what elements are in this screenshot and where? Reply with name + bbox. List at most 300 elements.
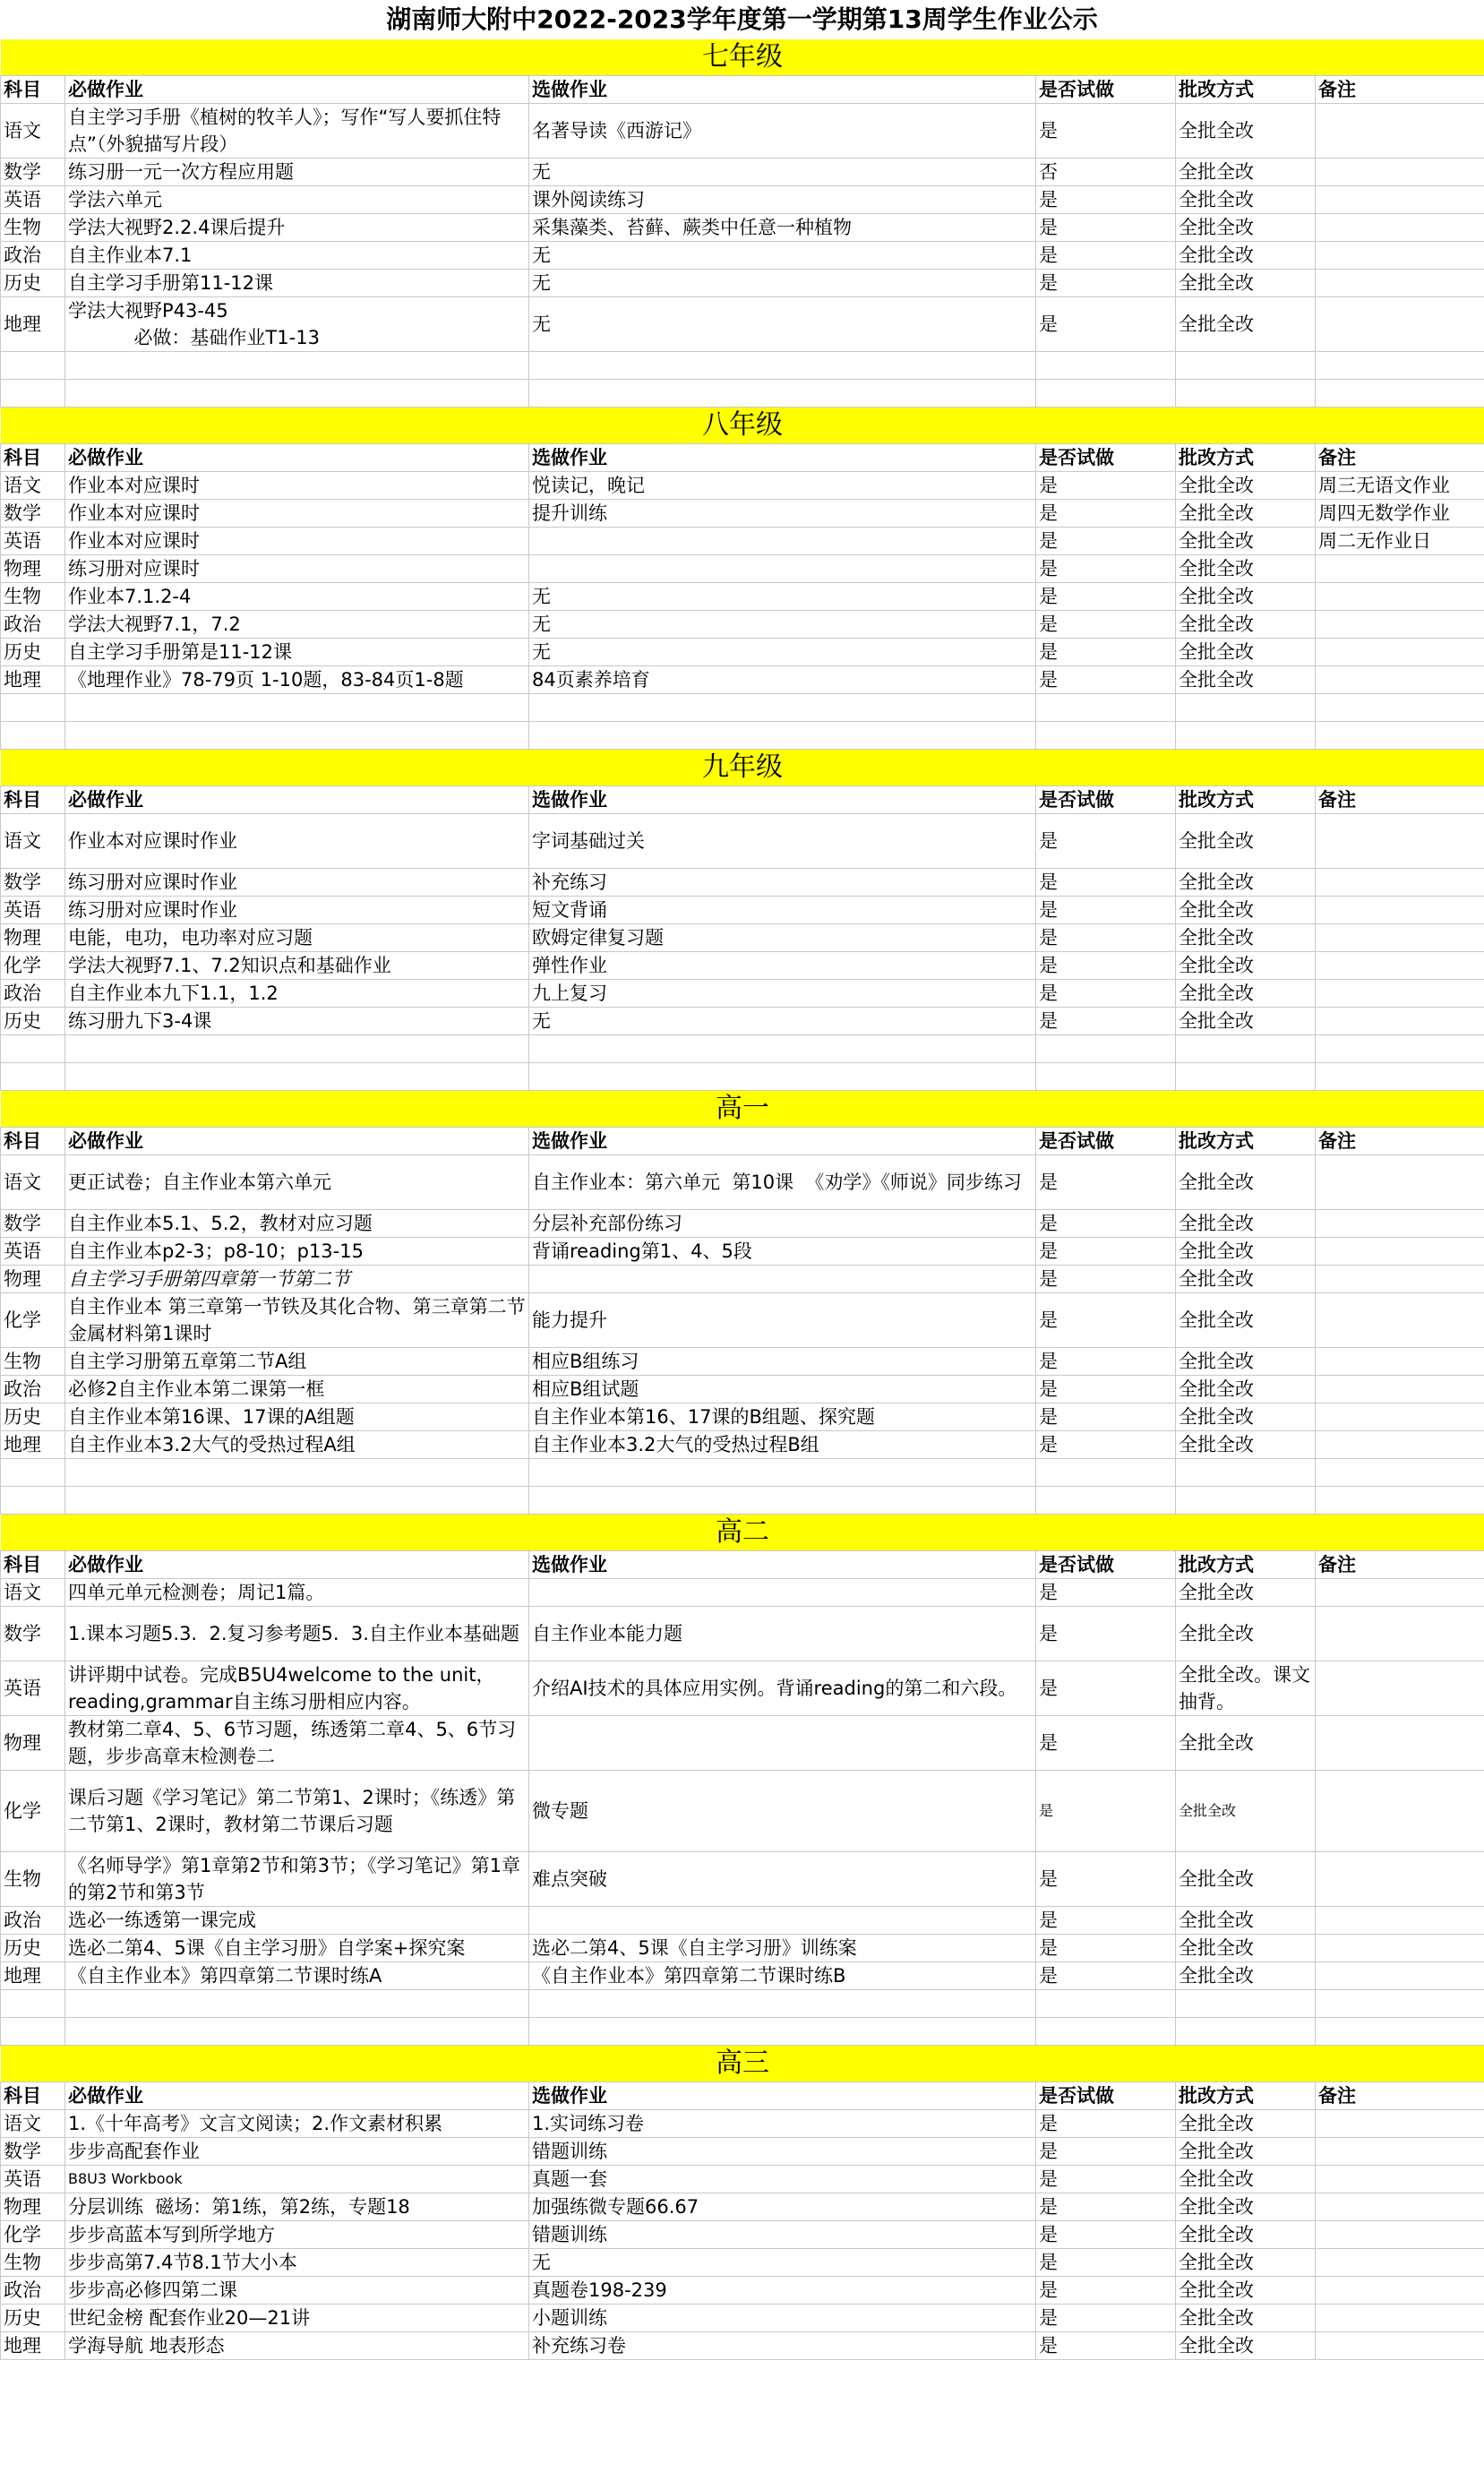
cell-remark xyxy=(1316,1852,1484,1907)
cell-grading: 全批全改 xyxy=(1176,2305,1316,2332)
table-row xyxy=(1,2249,1484,2277)
blank-cell xyxy=(1,694,65,722)
column-header-trial: 是否试做 xyxy=(1036,76,1176,104)
blank-cell xyxy=(1036,722,1176,750)
cell-required: 讲评期中试卷。完成B5U4welcome to the unit，reading,grammar自主练习册相应内容。 xyxy=(65,1661,529,1716)
cell-grading: 全批全改 xyxy=(1176,611,1316,639)
cell-trial: 是 xyxy=(1036,2221,1176,2249)
cell-subject: 语文 xyxy=(1,2110,65,2138)
table-row xyxy=(1,104,1484,159)
cell-trial: 是 xyxy=(1036,814,1176,869)
column-header-remark: 备注 xyxy=(1316,1128,1484,1155)
column-header-row xyxy=(1,444,1484,472)
cell-subject: 生物 xyxy=(1,214,65,242)
table-row xyxy=(1,980,1484,1008)
table-row xyxy=(1,2138,1484,2166)
column-header-optional: 选做作业 xyxy=(529,2082,1036,2110)
cell-grading: 全批全改 xyxy=(1176,2277,1316,2305)
cell-trial: 是 xyxy=(1036,186,1176,214)
cell-trial: 是 xyxy=(1036,1238,1176,1266)
cell-optional: 短文背诵 xyxy=(529,897,1036,924)
cell-trial: 是 xyxy=(1036,2110,1176,2138)
cell-required: 世纪金榜 配套作业20—21讲 xyxy=(65,2305,529,2332)
blank-cell xyxy=(529,694,1036,722)
grade-header-row xyxy=(1,1091,1484,1128)
grade-title: 九年级 xyxy=(1,750,1484,786)
cell-remark xyxy=(1316,1238,1484,1266)
cell-required: 自主作业本7.1 xyxy=(65,242,529,270)
cell-optional: 加强练微专题66.67 xyxy=(529,2193,1036,2221)
blank-cell xyxy=(1176,1063,1316,1091)
blank-cell xyxy=(65,694,529,722)
grade-title: 七年级 xyxy=(1,39,1484,76)
cell-subject: 语文 xyxy=(1,472,65,500)
cell-optional: 无 xyxy=(529,242,1036,270)
cell-grading: 全批全改 xyxy=(1176,270,1316,297)
cell-subject: 政治 xyxy=(1,2277,65,2305)
cell-optional: 《自主作业本》第四章第二节课时练B xyxy=(529,1962,1036,1990)
cell-grading: 全批全改 xyxy=(1176,814,1316,869)
blank-cell xyxy=(1176,1459,1316,1487)
cell-subject: 语文 xyxy=(1,104,65,159)
cell-subject: 数学 xyxy=(1,2138,65,2166)
cell-grading: 全批全改 xyxy=(1176,2332,1316,2360)
cell-trial: 是 xyxy=(1036,1661,1176,1716)
cell-trial: 是 xyxy=(1036,2332,1176,2360)
blank-row xyxy=(1,1459,1484,1487)
cell-subject: 历史 xyxy=(1,1008,65,1035)
cell-required: 课后习题《学习笔记》第二节第1、2课时；《练透》第二节第1、2课时，教材第二节课后习题 xyxy=(65,1771,529,1852)
column-header-grading: 批改方式 xyxy=(1176,2082,1316,2110)
blank-row xyxy=(1,380,1484,408)
grade-title: 八年级 xyxy=(1,408,1484,444)
table-row xyxy=(1,1771,1484,1852)
column-header-subject: 科目 xyxy=(1,76,65,104)
cell-subject: 地理 xyxy=(1,2332,65,2360)
cell-grading: 全批全改 xyxy=(1176,583,1316,611)
cell-grading: 全批全改 xyxy=(1176,1962,1316,1990)
cell-optional: 错题训练 xyxy=(529,2138,1036,2166)
cell-optional: 84页素养培育 xyxy=(529,666,1036,694)
cell-optional xyxy=(529,555,1036,583)
table-row xyxy=(1,297,1484,352)
page-title: 湖南师大附中2022-2023学年度第一学期第13周学生作业公示 xyxy=(386,4,1098,34)
cell-required: 学法六单元 xyxy=(65,186,529,214)
cell-trial: 是 xyxy=(1036,1008,1176,1035)
table-row xyxy=(1,1266,1484,1293)
cell-subject: 地理 xyxy=(1,1962,65,1990)
cell-remark xyxy=(1316,666,1484,694)
cell-required: 分层训练 磁场：第1练，第2练，专题18 xyxy=(65,2193,529,2221)
cell-optional: 无 xyxy=(529,2249,1036,2277)
cell-required: 学海导航 地表形态 xyxy=(65,2332,529,2360)
cell-required: 步步高蓝本写到所学地方 xyxy=(65,2221,529,2249)
cell-grading: 全批全改 xyxy=(1176,1008,1316,1035)
blank-cell xyxy=(1,1063,65,1091)
table-row xyxy=(1,1293,1484,1348)
cell-required: 教材第二章4、5、6节习题，练透第二章4、5、6节习题，步步高章末检测卷二 xyxy=(65,1716,529,1771)
cell-grading: 全批全改 xyxy=(1176,2166,1316,2193)
blank-row xyxy=(1,1035,1484,1063)
column-header-row xyxy=(1,1551,1484,1579)
column-header-required: 必做作业 xyxy=(65,444,529,472)
blank-cell xyxy=(1176,1487,1316,1515)
cell-trial: 是 xyxy=(1036,1348,1176,1376)
table-row xyxy=(1,270,1484,297)
cell-remark xyxy=(1316,2193,1484,2221)
cell-grading: 全批全改 xyxy=(1176,1431,1316,1459)
cell-optional: 小题训练 xyxy=(529,2305,1036,2332)
cell-remark xyxy=(1316,924,1484,952)
table-row xyxy=(1,2166,1484,2193)
grade-title: 高二 xyxy=(1,1515,1484,1551)
cell-grading: 全批全改 xyxy=(1176,639,1316,666)
table-row xyxy=(1,555,1484,583)
cell-optional: 背诵reading第1、4、5段 xyxy=(529,1238,1036,1266)
cell-subject: 历史 xyxy=(1,639,65,666)
blank-cell xyxy=(1176,722,1316,750)
blank-cell xyxy=(65,1487,529,1515)
blank-cell xyxy=(529,722,1036,750)
table-row xyxy=(1,1716,1484,1771)
cell-required: 《地理作业》78-79页 1-10题，83-84页1-8题 xyxy=(65,666,529,694)
cell-remark xyxy=(1316,186,1484,214)
homework-table xyxy=(0,39,1484,2360)
blank-cell xyxy=(1036,352,1176,380)
cell-remark xyxy=(1316,1579,1484,1607)
cell-remark xyxy=(1316,1376,1484,1403)
cell-optional: 错题训练 xyxy=(529,2221,1036,2249)
table-row xyxy=(1,952,1484,980)
column-header-trial: 是否试做 xyxy=(1036,786,1176,814)
cell-optional: 真题一套 xyxy=(529,2166,1036,2193)
cell-optional: 无 xyxy=(529,1008,1036,1035)
cell-remark xyxy=(1316,1716,1484,1771)
blank-cell xyxy=(1,1459,65,1487)
table-row xyxy=(1,1008,1484,1035)
cell-required: 1.课本习题5.3. 2.复习参考题5. 3.自主作业本基础题 xyxy=(65,1607,529,1661)
cell-trial: 是 xyxy=(1036,1376,1176,1403)
cell-trial: 是 xyxy=(1036,2193,1176,2221)
cell-required: 作业本对应课时 xyxy=(65,472,529,500)
cell-remark xyxy=(1316,2138,1484,2166)
cell-trial: 是 xyxy=(1036,214,1176,242)
cell-required: 自主学习手册《植树的牧羊人》；写作“写人要抓住特点”（外貌描写片段） xyxy=(65,104,529,159)
table-row xyxy=(1,2110,1484,2138)
cell-remark xyxy=(1316,2305,1484,2332)
cell-subject: 物理 xyxy=(1,1716,65,1771)
cell-optional: 提升训练 xyxy=(529,500,1036,528)
table-row xyxy=(1,583,1484,611)
cell-subject: 数学 xyxy=(1,159,65,186)
blank-cell xyxy=(529,1459,1036,1487)
cell-remark xyxy=(1316,897,1484,924)
cell-grading: 全批全改。课文抽背。 xyxy=(1176,1661,1316,1716)
blank-cell xyxy=(65,380,529,408)
blank-row xyxy=(1,2018,1484,2046)
blank-cell xyxy=(1176,380,1316,408)
table-row xyxy=(1,814,1484,869)
cell-trial: 是 xyxy=(1036,472,1176,500)
cell-subject: 数学 xyxy=(1,869,65,897)
table-row xyxy=(1,666,1484,694)
column-header-remark: 备注 xyxy=(1316,76,1484,104)
cell-trial: 是 xyxy=(1036,270,1176,297)
cell-optional: 课外阅读练习 xyxy=(529,186,1036,214)
grade-title: 高一 xyxy=(1,1091,1484,1128)
blank-cell xyxy=(1316,1990,1484,2018)
cell-grading: 全批全改 xyxy=(1176,1907,1316,1935)
cell-subject: 语文 xyxy=(1,1155,65,1210)
column-header-trial: 是否试做 xyxy=(1036,1128,1176,1155)
cell-grading: 全批全改 xyxy=(1176,897,1316,924)
blank-cell xyxy=(529,1063,1036,1091)
table-row xyxy=(1,1403,1484,1431)
cell-remark xyxy=(1316,1403,1484,1431)
cell-trial: 是 xyxy=(1036,583,1176,611)
cell-grading: 全批全改 xyxy=(1176,1716,1316,1771)
cell-required: 《自主作业本》第四章第二节课时练A xyxy=(65,1962,529,1990)
table-row xyxy=(1,1935,1484,1962)
cell-required: 练习册对应课时作业 xyxy=(65,897,529,924)
table-row xyxy=(1,2305,1484,2332)
column-header-required: 必做作业 xyxy=(65,1128,529,1155)
cell-required: 必修2自主作业本第二课第一框 xyxy=(65,1376,529,1403)
table-row xyxy=(1,1962,1484,1990)
cell-subject: 英语 xyxy=(1,1238,65,1266)
cell-grading: 全批全改 xyxy=(1176,2138,1316,2166)
cell-optional: 无 xyxy=(529,159,1036,186)
table-row xyxy=(1,2277,1484,2305)
cell-grading: 全批全改 xyxy=(1176,1852,1316,1907)
cell-required: 学法大视野2.2.4课后提升 xyxy=(65,214,529,242)
cell-grading: 全批全改 xyxy=(1176,1348,1316,1376)
cell-trial: 是 xyxy=(1036,666,1176,694)
column-header-required: 必做作业 xyxy=(65,1551,529,1579)
blank-cell xyxy=(529,2018,1036,2046)
table-row xyxy=(1,1579,1484,1607)
table-row xyxy=(1,1348,1484,1376)
cell-grading: 全批全改 xyxy=(1176,242,1316,270)
cell-required: 自主作业本 第三章第一节铁及其化合物、第三章第二节金属材料第1课时 xyxy=(65,1293,529,1348)
cell-remark xyxy=(1316,1661,1484,1716)
blank-row xyxy=(1,722,1484,750)
cell-trial: 是 xyxy=(1036,1155,1176,1210)
cell-grading: 全批全改 xyxy=(1176,104,1316,159)
cell-subject: 生物 xyxy=(1,1348,65,1376)
cell-remark xyxy=(1316,1962,1484,1990)
cell-grading: 全批全改 xyxy=(1176,159,1316,186)
cell-grading: 全批全改 xyxy=(1176,528,1316,555)
cell-subject: 地理 xyxy=(1,297,65,352)
cell-required: 自主学习手册第四章第一节第二节 xyxy=(65,1266,529,1293)
blank-cell xyxy=(65,722,529,750)
cell-trial: 是 xyxy=(1036,897,1176,924)
blank-row xyxy=(1,1990,1484,2018)
cell-required: 自主作业本第16课、17课的A组题 xyxy=(65,1403,529,1431)
cell-optional: 悦读记，晚记 xyxy=(529,472,1036,500)
column-header-row xyxy=(1,76,1484,104)
cell-trial: 是 xyxy=(1036,2277,1176,2305)
cell-trial: 是 xyxy=(1036,1579,1176,1607)
cell-remark xyxy=(1316,1008,1484,1035)
cell-required: 练习册对应课时作业 xyxy=(65,869,529,897)
cell-required: 自主作业本九下1.1，1.2 xyxy=(65,980,529,1008)
cell-subject: 数学 xyxy=(1,500,65,528)
table-row xyxy=(1,2221,1484,2249)
table-row xyxy=(1,214,1484,242)
cell-optional: 相应B组试题 xyxy=(529,1376,1036,1403)
blank-cell xyxy=(1036,2018,1176,2046)
cell-optional: 自主作业本能力题 xyxy=(529,1607,1036,1661)
cell-remark xyxy=(1316,2110,1484,2138)
cell-remark xyxy=(1316,1771,1484,1852)
column-header-grading: 批改方式 xyxy=(1176,76,1316,104)
blank-cell xyxy=(65,352,529,380)
grade-header-row xyxy=(1,750,1484,786)
cell-optional: 分层补充部份练习 xyxy=(529,1210,1036,1238)
blank-cell xyxy=(529,1487,1036,1515)
cell-required: 作业本对应课时 xyxy=(65,500,529,528)
cell-trial: 是 xyxy=(1036,2166,1176,2193)
cell-grading: 全批全改 xyxy=(1176,1579,1316,1607)
cell-optional: 能力提升 xyxy=(529,1293,1036,1348)
cell-subject: 生物 xyxy=(1,1852,65,1907)
grade-header-row xyxy=(1,408,1484,444)
cell-trial: 是 xyxy=(1036,1266,1176,1293)
cell-optional: 微专题 xyxy=(529,1771,1036,1852)
cell-trial: 是 xyxy=(1036,555,1176,583)
table-row xyxy=(1,611,1484,639)
cell-trial: 是 xyxy=(1036,1907,1176,1935)
table-row xyxy=(1,159,1484,186)
cell-grading: 全批全改 xyxy=(1176,1771,1316,1852)
table-row xyxy=(1,2332,1484,2360)
cell-grading: 全批全改 xyxy=(1176,952,1316,980)
column-header-grading: 批改方式 xyxy=(1176,444,1316,472)
cell-optional: 补充练习 xyxy=(529,869,1036,897)
blank-cell xyxy=(1,1990,65,2018)
blank-row xyxy=(1,352,1484,380)
blank-cell xyxy=(529,352,1036,380)
cell-subject: 语文 xyxy=(1,1579,65,1607)
column-header-remark: 备注 xyxy=(1316,444,1484,472)
table-row xyxy=(1,639,1484,666)
column-header-grading: 批改方式 xyxy=(1176,1128,1316,1155)
cell-required: 自主作业本p2-3；p8-10；p13-15 xyxy=(65,1238,529,1266)
cell-trial: 是 xyxy=(1036,1852,1176,1907)
column-header-subject: 科目 xyxy=(1,786,65,814)
blank-cell xyxy=(1036,1990,1176,2018)
cell-required: 《名师导学》第1章第2节和第3节；《学习笔记》第1章的第2节和第3节 xyxy=(65,1852,529,1907)
cell-optional: 无 xyxy=(529,297,1036,352)
cell-remark xyxy=(1316,952,1484,980)
column-header-optional: 选做作业 xyxy=(529,76,1036,104)
grade-header-row xyxy=(1,1515,1484,1551)
cell-subject: 英语 xyxy=(1,186,65,214)
cell-required: 1.《十年高考》文言文阅读；2.作文素材积累 xyxy=(65,2110,529,2138)
blank-cell xyxy=(1316,722,1484,750)
table-row xyxy=(1,1155,1484,1210)
cell-required: 练习册对应课时 xyxy=(65,555,529,583)
cell-required: 作业本对应课时作业 xyxy=(65,814,529,869)
cell-subject: 英语 xyxy=(1,2166,65,2193)
cell-trial: 是 xyxy=(1036,1935,1176,1962)
column-header-optional: 选做作业 xyxy=(529,444,1036,472)
blank-cell xyxy=(1316,352,1484,380)
cell-grading: 全批全改 xyxy=(1176,666,1316,694)
blank-row xyxy=(1,1487,1484,1515)
cell-subject: 政治 xyxy=(1,611,65,639)
cell-remark xyxy=(1316,1266,1484,1293)
cell-remark xyxy=(1316,242,1484,270)
cell-remark xyxy=(1316,814,1484,869)
cell-subject: 物理 xyxy=(1,2193,65,2221)
cell-subject: 化学 xyxy=(1,2221,65,2249)
cell-optional: 名著导读《西游记》 xyxy=(529,104,1036,159)
column-header-remark: 备注 xyxy=(1316,1551,1484,1579)
cell-optional: 字词基础过关 xyxy=(529,814,1036,869)
cell-subject: 历史 xyxy=(1,1403,65,1431)
blank-cell xyxy=(1176,1990,1316,2018)
cell-subject: 物理 xyxy=(1,924,65,952)
cell-required: 自主作业本3.2大气的受热过程A组 xyxy=(65,1431,529,1459)
cell-required: 练习册一元一次方程应用题 xyxy=(65,159,529,186)
column-header-optional: 选做作业 xyxy=(529,786,1036,814)
cell-grading: 全批全改 xyxy=(1176,1238,1316,1266)
cell-required: 步步高第7.4节8.1节大小本 xyxy=(65,2249,529,2277)
blank-cell xyxy=(1176,352,1316,380)
cell-optional xyxy=(529,1579,1036,1607)
cell-required: 学法大视野7.1、7.2知识点和基础作业 xyxy=(65,952,529,980)
cell-grading: 全批全改 xyxy=(1176,980,1316,1008)
cell-remark xyxy=(1316,2277,1484,2305)
cell-grading: 全批全改 xyxy=(1176,2249,1316,2277)
cell-trial: 是 xyxy=(1036,924,1176,952)
cell-subject: 历史 xyxy=(1,2305,65,2332)
grade-header-row xyxy=(1,39,1484,76)
cell-optional: 无 xyxy=(529,611,1036,639)
table-row xyxy=(1,924,1484,952)
cell-grading: 全批全改 xyxy=(1176,1266,1316,1293)
cell-remark: 周四无数学作业 xyxy=(1316,500,1484,528)
cell-remark xyxy=(1316,1935,1484,1962)
blank-cell xyxy=(65,1035,529,1063)
blank-cell xyxy=(529,1035,1036,1063)
table-row xyxy=(1,1907,1484,1935)
cell-remark xyxy=(1316,1431,1484,1459)
cell-grading: 全批全改 xyxy=(1176,472,1316,500)
cell-remark xyxy=(1316,297,1484,352)
blank-row xyxy=(1,1063,1484,1091)
blank-cell xyxy=(65,1063,529,1091)
cell-remark xyxy=(1316,104,1484,159)
cell-remark xyxy=(1316,270,1484,297)
cell-remark xyxy=(1316,2221,1484,2249)
cell-optional: 无 xyxy=(529,639,1036,666)
cell-optional: 真题卷198-239 xyxy=(529,2277,1036,2305)
cell-subject: 生物 xyxy=(1,583,65,611)
cell-optional xyxy=(529,1266,1036,1293)
cell-remark xyxy=(1316,1210,1484,1238)
cell-remark: 周三无语文作业 xyxy=(1316,472,1484,500)
column-header-required: 必做作业 xyxy=(65,2082,529,2110)
blank-cell xyxy=(1036,1459,1176,1487)
column-header-required: 必做作业 xyxy=(65,786,529,814)
blank-cell xyxy=(1036,1487,1176,1515)
blank-cell xyxy=(65,2018,529,2046)
table-row xyxy=(1,1607,1484,1661)
